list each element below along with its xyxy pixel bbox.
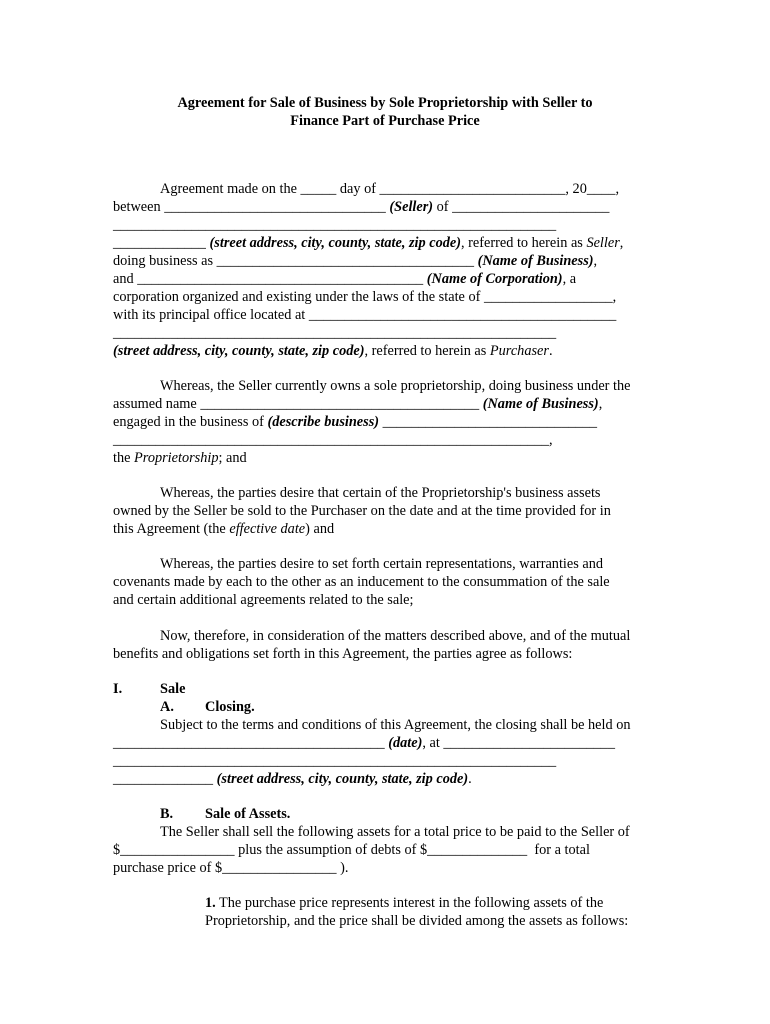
closing-line-4-period: . bbox=[468, 771, 472, 787]
sale-assets-line-2: $________________ plus the assumption of debts of $______________ for a total bbox=[113, 842, 590, 858]
whereas1-line-4: _____________________________________________________________, bbox=[113, 432, 553, 448]
intro-line-10-text: , referred to herein as bbox=[364, 343, 490, 359]
seller-term: Seller bbox=[586, 235, 620, 251]
whereas2-line-2: owned by the Seller be sold to the Purchaser on the date and at the time provided for in bbox=[113, 503, 611, 519]
intro-line-4-blank: _____________ bbox=[113, 235, 210, 251]
date-label: (date) bbox=[388, 735, 423, 751]
intro-line-10 bbox=[113, 342, 553, 360]
section-1-title: Sale bbox=[160, 681, 186, 697]
closing-line-3: ______________________________________________________________ bbox=[113, 753, 557, 769]
paragraph-1-text: The purchase price represents interest in the following assets of the bbox=[215, 895, 604, 911]
intro-line-3: ______________________________________________________________ bbox=[113, 217, 557, 233]
whereas1-line-2-comma: , bbox=[598, 396, 603, 412]
closing-line-4-blank: ______________ bbox=[113, 771, 217, 787]
now-therefore-line-2: benefits and obligations set forth in this Agreement, the parties agree as follows: bbox=[113, 646, 573, 662]
purchaser-term: Purchaser bbox=[489, 343, 549, 359]
whereas2-line-3 bbox=[113, 520, 334, 538]
closing-place-blank: , at ________________________ bbox=[422, 735, 615, 751]
sale-assets-line-1: The Seller shall sell the following assets for a total price to be paid to the Seller of bbox=[160, 824, 630, 840]
now-therefore-line-1: Now, therefore, in consideration of the matters described above, and of the mutual bbox=[160, 628, 631, 644]
closing-line-4 bbox=[113, 770, 472, 788]
intro-line-10-period: . bbox=[548, 343, 553, 359]
closing-date-blank: ______________________________________ bbox=[113, 735, 389, 751]
intro-line-4 bbox=[113, 234, 623, 252]
intro-line-2 bbox=[113, 198, 609, 216]
whereas1-line-3 bbox=[113, 413, 597, 431]
intro-line-2-blank: of ______________________ bbox=[433, 199, 610, 215]
whereas1-line-3-text: engaged in the business of bbox=[113, 414, 268, 430]
whereas1-line-5 bbox=[113, 449, 247, 467]
intro-line-6-text: and ________________________________________ bbox=[113, 271, 427, 287]
effective-date-term: effective date bbox=[229, 521, 306, 537]
whereas2-line-3-end: ) and bbox=[305, 521, 335, 537]
intro-line-5 bbox=[113, 252, 597, 270]
whereas3-line-1: Whereas, the parties desire to set forth certain representations, warranties and bbox=[160, 556, 604, 572]
intro-line-1: Agreement made on the _____ day of __________________________, 20____, bbox=[160, 181, 620, 197]
intro-line-5-text: doing business as ____________________________________ bbox=[113, 253, 478, 269]
intro-line-6 bbox=[113, 270, 576, 288]
intro-line-4-comma: , bbox=[619, 235, 624, 251]
intro-line-2-text: between _______________________________ bbox=[113, 199, 390, 215]
whereas3-line-2: covenants made by each to the other as an inducement to the consummation of the sale bbox=[113, 574, 610, 590]
closing-line-1: Subject to the terms and conditions of this Agreement, the closing shall be held on bbox=[160, 717, 631, 733]
section-1-number: I. bbox=[113, 681, 123, 697]
closing-line-2 bbox=[113, 734, 615, 752]
whereas1-line-5-text: the bbox=[113, 450, 135, 466]
assumed-name-label: (Name of Business) bbox=[482, 396, 599, 412]
seller-address-label: (street address, city, county, state, zip code) bbox=[209, 235, 461, 251]
purchaser-address-label: (street address, city, county, state, zip code) bbox=[113, 343, 365, 359]
paragraph-1-line-2: Proprietorship, and the price shall be divided among the assets as follows: bbox=[205, 913, 629, 929]
subsection-a-title: Closing. bbox=[205, 699, 255, 715]
whereas1-line-3-blank: ______________________________ bbox=[379, 414, 598, 430]
closing-address-label: (street address, city, county, state, zip code) bbox=[216, 771, 469, 787]
intro-line-5-comma: , bbox=[593, 253, 598, 269]
describe-business-label: (describe business) bbox=[267, 414, 380, 430]
proprietorship-term: Proprietorship bbox=[134, 450, 219, 466]
sale-assets-line-3: purchase price of $________________ ). bbox=[113, 860, 349, 876]
subsection-a-number: A. bbox=[160, 699, 174, 715]
whereas1-line-2-text: assumed name _______________________________________ bbox=[113, 396, 483, 412]
document-title bbox=[0, 94, 770, 130]
business-name-label: (Name of Business) bbox=[477, 253, 594, 269]
paragraph-1-number: 1. bbox=[205, 895, 216, 911]
whereas1-line-1: Whereas, the Seller currently owns a sole proprietorship, doing business under the bbox=[160, 378, 631, 394]
title-line-2: Finance Part of Purchase Price bbox=[290, 113, 480, 129]
subsection-b-number: B. bbox=[160, 806, 174, 822]
whereas3-line-3: and certain additional agreements related to the sale; bbox=[113, 592, 414, 608]
corporation-name-label: (Name of Corporation) bbox=[426, 271, 563, 287]
paragraph-1-line-1 bbox=[205, 894, 603, 912]
subsection-b-title: Sale of Assets. bbox=[205, 806, 291, 822]
intro-line-8: with its principal office located at ___________________________________________ bbox=[113, 307, 617, 323]
intro-line-6-end: , a bbox=[562, 271, 577, 287]
whereas2-line-3-text: this Agreement (the bbox=[113, 521, 230, 537]
intro-line-4-text: , referred to herein as bbox=[461, 235, 587, 251]
whereas1-line-2 bbox=[113, 395, 602, 413]
title-line-1: Agreement for Sale of Business by Sole Proprietorship with Seller to bbox=[177, 95, 593, 111]
whereas2-line-1: Whereas, the parties desire that certain of the Proprietorship's business assets bbox=[160, 485, 601, 501]
intro-line-7: corporation organized and existing under the laws of the state of __________________, bbox=[113, 289, 617, 305]
seller-label: (Seller) bbox=[389, 199, 434, 215]
intro-line-9: ______________________________________________________________ bbox=[113, 325, 557, 341]
whereas1-line-5-end: ; and bbox=[218, 450, 247, 466]
